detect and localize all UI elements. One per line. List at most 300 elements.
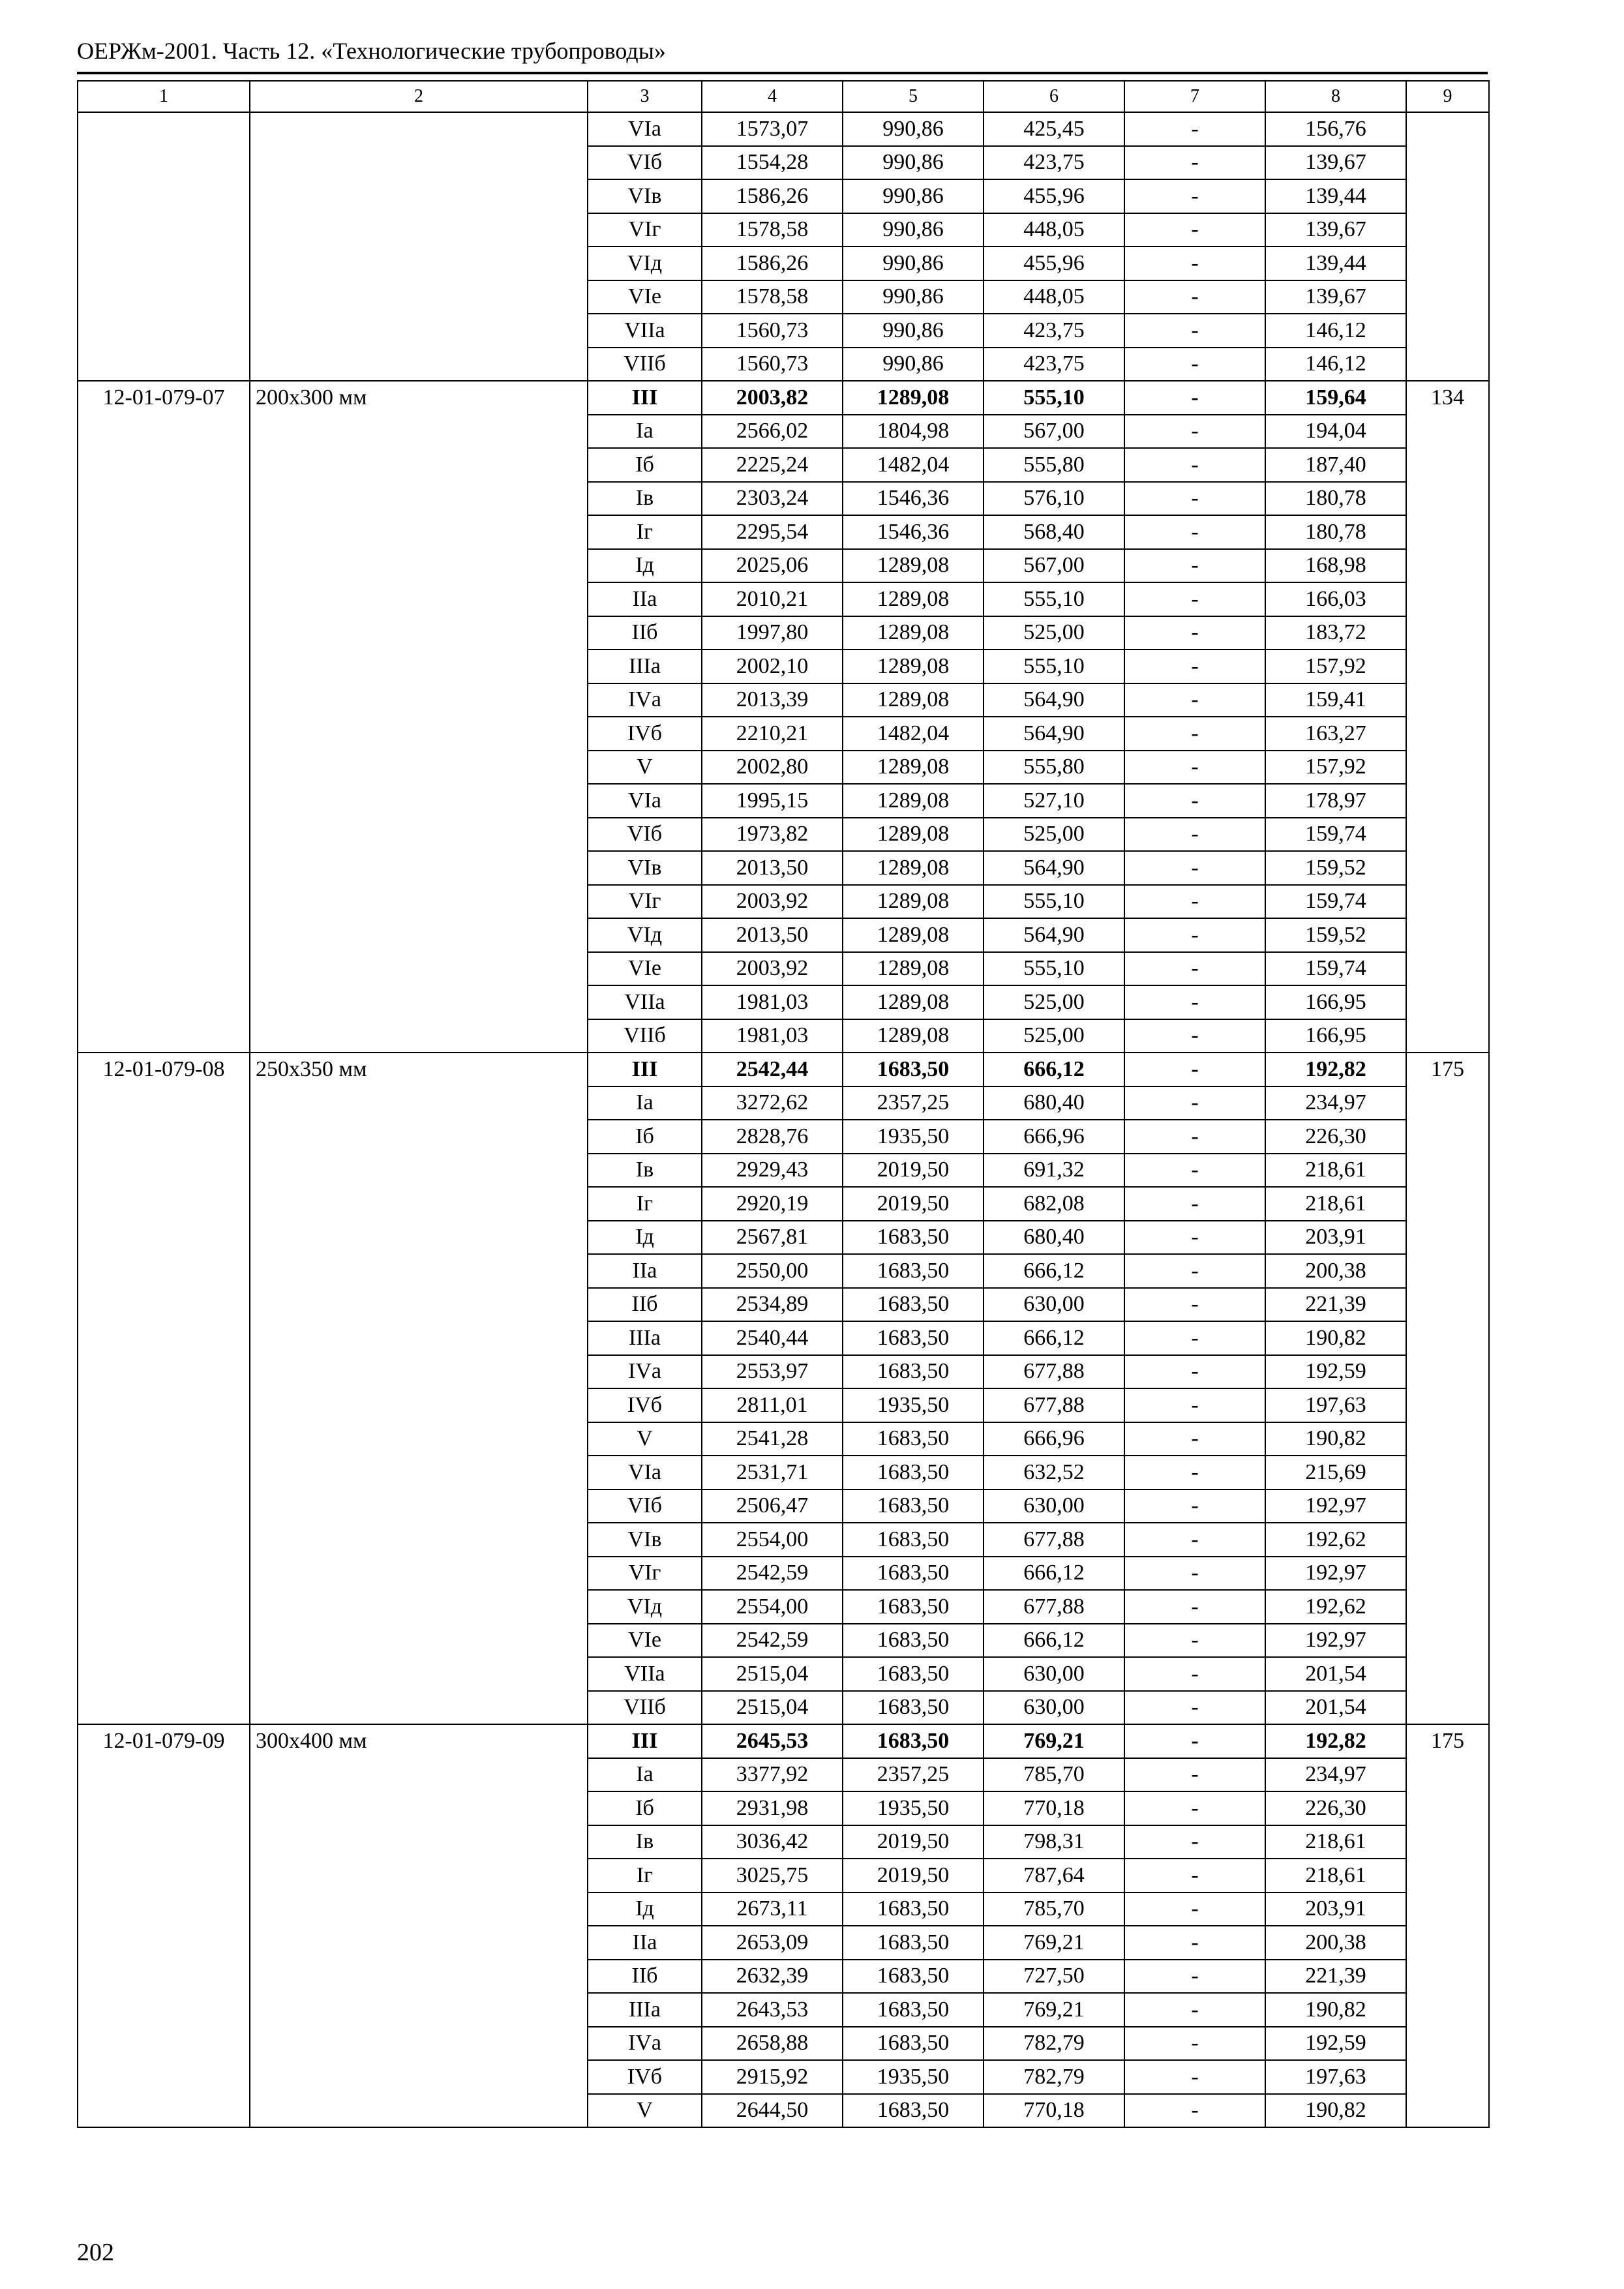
direct-cost: 2554,00 — [702, 1590, 843, 1624]
rate-code: 12-01-079-08 — [78, 1053, 250, 1724]
price-group: Iг — [588, 515, 702, 549]
machine-cost: 682,08 — [984, 1187, 1124, 1221]
labor-cost: 1683,50 — [843, 1053, 984, 1086]
labor-cost: 2019,50 — [843, 1825, 984, 1859]
materials-cost: 226,30 — [1265, 1791, 1406, 1825]
materials-cost: 159,52 — [1265, 918, 1406, 952]
labor-cost: 1482,04 — [843, 448, 984, 482]
materials-cost: 139,67 — [1265, 213, 1406, 247]
price-group: III — [588, 1053, 702, 1086]
materials-cost: 187,40 — [1265, 448, 1406, 482]
machine-cost: 677,88 — [984, 1355, 1124, 1389]
driver-wage: - — [1124, 1489, 1265, 1523]
price-group: IVб — [588, 717, 702, 751]
price-group: V — [588, 2094, 702, 2128]
machine-cost: 798,31 — [984, 1825, 1124, 1859]
machine-cost: 677,88 — [984, 1523, 1124, 1557]
labor-cost: 2019,50 — [843, 1859, 984, 1893]
driver-wage: - — [1124, 1288, 1265, 1322]
column-number: 9 — [1406, 81, 1489, 112]
direct-cost: 2554,00 — [702, 1523, 843, 1557]
machine-cost: 555,10 — [984, 582, 1124, 616]
driver-wage: - — [1124, 381, 1265, 415]
driver-wage: - — [1124, 1019, 1265, 1053]
machine-cost: 770,18 — [984, 2094, 1124, 2128]
driver-wage: - — [1124, 1993, 1265, 2027]
driver-wage: - — [1124, 1758, 1265, 1792]
machine-cost: 666,12 — [984, 1557, 1124, 1591]
machine-cost: 555,80 — [984, 448, 1124, 482]
direct-cost: 1573,07 — [702, 112, 843, 146]
machine-cost: 525,00 — [984, 1019, 1124, 1053]
direct-cost: 1586,26 — [702, 179, 843, 213]
materials-cost: 166,95 — [1265, 1019, 1406, 1053]
machine-cost: 782,79 — [984, 2060, 1124, 2094]
materials-cost: 190,82 — [1265, 1321, 1406, 1355]
machine-cost: 455,96 — [984, 179, 1124, 213]
price-group: VIг — [588, 885, 702, 919]
labor-cost: 1683,50 — [843, 1288, 984, 1322]
table-row — [78, 381, 1489, 415]
materials-cost: 190,82 — [1265, 2094, 1406, 2128]
direct-cost: 2531,71 — [702, 1456, 843, 1489]
machine-cost: 564,90 — [984, 918, 1124, 952]
direct-cost: 2542,59 — [702, 1624, 843, 1658]
driver-wage: - — [1124, 146, 1265, 180]
machine-cost: 525,00 — [984, 616, 1124, 650]
labor-cost: 1683,50 — [843, 1691, 984, 1725]
driver-wage: - — [1124, 280, 1265, 314]
driver-wage: - — [1124, 1053, 1265, 1086]
driver-wage: - — [1124, 1086, 1265, 1120]
column-number: 1 — [78, 81, 250, 112]
labor-cost: 990,86 — [843, 280, 984, 314]
price-group: VIIб — [588, 1691, 702, 1725]
column-number-row — [78, 81, 1489, 112]
labor-hours: 134 — [1406, 381, 1489, 1053]
direct-cost: 2567,81 — [702, 1221, 843, 1255]
direct-cost: 2010,21 — [702, 582, 843, 616]
price-group: IIIа — [588, 650, 702, 683]
machine-cost: 680,40 — [984, 1086, 1124, 1120]
price-group: IVб — [588, 1388, 702, 1422]
materials-cost: 201,54 — [1265, 1657, 1406, 1691]
labor-cost: 1289,08 — [843, 818, 984, 852]
price-group: Iв — [588, 1154, 702, 1188]
price-group: Iв — [588, 1825, 702, 1859]
direct-cost: 2303,24 — [702, 482, 843, 516]
direct-cost: 2811,01 — [702, 1388, 843, 1422]
rate-code — [78, 112, 250, 381]
labor-hours: 175 — [1406, 1053, 1489, 1724]
labor-cost: 1683,50 — [843, 1657, 984, 1691]
machine-cost: 677,88 — [984, 1590, 1124, 1624]
price-group: VIIб — [588, 1019, 702, 1053]
materials-cost: 192,62 — [1265, 1523, 1406, 1557]
price-group: Iв — [588, 482, 702, 516]
labor-cost: 1683,50 — [843, 1960, 984, 1994]
machine-cost: 666,12 — [984, 1254, 1124, 1288]
direct-cost: 1586,26 — [702, 247, 843, 280]
labor-cost: 1289,08 — [843, 784, 984, 818]
price-group: Iа — [588, 1086, 702, 1120]
materials-cost: 146,12 — [1265, 314, 1406, 348]
machine-cost: 630,00 — [984, 1657, 1124, 1691]
direct-cost: 2653,09 — [702, 1926, 843, 1960]
machine-cost: 630,00 — [984, 1691, 1124, 1725]
materials-cost: 226,30 — [1265, 1120, 1406, 1154]
column-number: 6 — [984, 81, 1124, 112]
driver-wage: - — [1124, 1791, 1265, 1825]
labor-cost: 1289,08 — [843, 952, 984, 986]
price-group: Iа — [588, 415, 702, 449]
price-group: IVа — [588, 1355, 702, 1389]
driver-wage: - — [1124, 179, 1265, 213]
labor-cost: 1683,50 — [843, 1893, 984, 1926]
price-group: VIв — [588, 179, 702, 213]
labor-cost: 1683,50 — [843, 1321, 984, 1355]
materials-cost: 218,61 — [1265, 1859, 1406, 1893]
machine-cost: 680,40 — [984, 1221, 1124, 1255]
driver-wage: - — [1124, 1388, 1265, 1422]
price-group: VIв — [588, 1523, 702, 1557]
materials-cost: 159,74 — [1265, 818, 1406, 852]
direct-cost: 2542,44 — [702, 1053, 843, 1086]
machine-cost: 576,10 — [984, 482, 1124, 516]
table-row — [78, 1053, 1489, 1086]
direct-cost: 1578,58 — [702, 213, 843, 247]
machine-cost: 564,90 — [984, 851, 1124, 885]
labor-cost: 2019,50 — [843, 1154, 984, 1188]
labor-cost: 1289,08 — [843, 985, 984, 1019]
price-group: VIе — [588, 280, 702, 314]
driver-wage: - — [1124, 952, 1265, 986]
machine-cost: 527,10 — [984, 784, 1124, 818]
price-group: Iа — [588, 1758, 702, 1792]
driver-wage: - — [1124, 1120, 1265, 1154]
materials-cost: 180,78 — [1265, 515, 1406, 549]
materials-cost: 192,59 — [1265, 1355, 1406, 1389]
labor-cost: 1683,50 — [843, 1422, 984, 1456]
price-group: Iг — [588, 1859, 702, 1893]
materials-cost: 192,62 — [1265, 1590, 1406, 1624]
driver-wage: - — [1124, 1321, 1265, 1355]
machine-cost: 630,00 — [984, 1489, 1124, 1523]
price-group: VIг — [588, 213, 702, 247]
materials-cost: 218,61 — [1265, 1154, 1406, 1188]
labor-cost: 1683,50 — [843, 1624, 984, 1658]
price-group: IIб — [588, 616, 702, 650]
machine-cost: 769,21 — [984, 1993, 1124, 2027]
materials-cost: 159,64 — [1265, 381, 1406, 415]
materials-cost: 203,91 — [1265, 1221, 1406, 1255]
direct-cost: 2295,54 — [702, 515, 843, 549]
driver-wage: - — [1124, 818, 1265, 852]
materials-cost: 218,61 — [1265, 1187, 1406, 1221]
materials-cost: 168,98 — [1265, 549, 1406, 583]
labor-cost: 990,86 — [843, 314, 984, 348]
machine-cost: 448,05 — [984, 213, 1124, 247]
labor-cost: 1289,08 — [843, 918, 984, 952]
machine-cost: 564,90 — [984, 717, 1124, 751]
materials-cost: 201,54 — [1265, 1691, 1406, 1725]
labor-cost: 1935,50 — [843, 1388, 984, 1422]
materials-cost: 192,59 — [1265, 2027, 1406, 2061]
price-group: VIIа — [588, 985, 702, 1019]
price-group: Iд — [588, 1893, 702, 1926]
labor-cost: 1683,50 — [843, 1590, 984, 1624]
price-group: IIа — [588, 1926, 702, 1960]
price-group: VIа — [588, 784, 702, 818]
direct-cost: 1981,03 — [702, 1019, 843, 1053]
machine-cost: 666,96 — [984, 1422, 1124, 1456]
price-group: IVа — [588, 2027, 702, 2061]
price-group: Iб — [588, 1120, 702, 1154]
direct-cost: 2541,28 — [702, 1422, 843, 1456]
machine-cost: 555,10 — [984, 885, 1124, 919]
materials-cost: 215,69 — [1265, 1456, 1406, 1489]
labor-cost: 990,86 — [843, 348, 984, 382]
materials-cost: 192,97 — [1265, 1557, 1406, 1591]
labor-cost: 2019,50 — [843, 1187, 984, 1221]
machine-cost: 423,75 — [984, 348, 1124, 382]
price-group: VIд — [588, 247, 702, 280]
materials-cost: 139,67 — [1265, 280, 1406, 314]
price-group: Iб — [588, 448, 702, 482]
direct-cost: 2542,59 — [702, 1557, 843, 1591]
materials-cost: 139,67 — [1265, 146, 1406, 180]
direct-cost: 1554,28 — [702, 146, 843, 180]
driver-wage: - — [1124, 1590, 1265, 1624]
direct-cost: 3377,92 — [702, 1758, 843, 1792]
price-group: VIа — [588, 1456, 702, 1489]
materials-cost: 234,97 — [1265, 1758, 1406, 1792]
direct-cost: 3025,75 — [702, 1859, 843, 1893]
labor-cost: 1935,50 — [843, 1120, 984, 1154]
machine-cost: 666,12 — [984, 1321, 1124, 1355]
machine-cost: 666,12 — [984, 1053, 1124, 1086]
labor-cost: 2357,25 — [843, 1758, 984, 1792]
column-number: 8 — [1265, 81, 1406, 112]
direct-cost: 2915,92 — [702, 2060, 843, 2094]
direct-cost: 2553,97 — [702, 1355, 843, 1389]
rate-description — [250, 112, 588, 381]
driver-wage: - — [1124, 1859, 1265, 1893]
price-group: IIа — [588, 582, 702, 616]
table-body — [78, 81, 1489, 2127]
materials-cost: 221,39 — [1265, 1288, 1406, 1322]
price-group: III — [588, 1724, 702, 1758]
rate-code: 12-01-079-09 — [78, 1724, 250, 2127]
rate-description: 250х350 мм — [250, 1053, 588, 1724]
driver-wage: - — [1124, 2060, 1265, 2094]
driver-wage: - — [1124, 616, 1265, 650]
table-row — [78, 112, 1489, 146]
materials-cost: 221,39 — [1265, 1960, 1406, 1994]
price-group: Iд — [588, 549, 702, 583]
rate-description: 200х300 мм — [250, 381, 588, 1053]
materials-cost: 200,38 — [1265, 1254, 1406, 1288]
driver-wage: - — [1124, 582, 1265, 616]
driver-wage: - — [1124, 717, 1265, 751]
driver-wage: - — [1124, 482, 1265, 516]
price-group: VIв — [588, 851, 702, 885]
labor-cost: 1289,08 — [843, 582, 984, 616]
direct-cost: 2929,43 — [702, 1154, 843, 1188]
machine-cost: 568,40 — [984, 515, 1124, 549]
price-group: VIIб — [588, 348, 702, 382]
column-number: 2 — [250, 81, 588, 112]
driver-wage: - — [1124, 1825, 1265, 1859]
rate-description: 300х400 мм — [250, 1724, 588, 2127]
direct-cost: 2003,92 — [702, 952, 843, 986]
labor-cost: 1289,08 — [843, 683, 984, 717]
materials-cost: 178,97 — [1265, 784, 1406, 818]
labor-cost: 1683,50 — [843, 1993, 984, 2027]
driver-wage: - — [1124, 1893, 1265, 1926]
materials-cost: 166,03 — [1265, 582, 1406, 616]
driver-wage: - — [1124, 348, 1265, 382]
direct-cost: 2013,39 — [702, 683, 843, 717]
labor-cost: 1683,50 — [843, 1724, 984, 1758]
driver-wage: - — [1124, 1154, 1265, 1188]
price-group: III — [588, 381, 702, 415]
direct-cost: 2002,10 — [702, 650, 843, 683]
price-group: Iг — [588, 1187, 702, 1221]
column-number: 3 — [588, 81, 702, 112]
rates-table — [77, 80, 1490, 2128]
driver-wage: - — [1124, 1221, 1265, 1255]
driver-wage: - — [1124, 213, 1265, 247]
driver-wage: - — [1124, 1960, 1265, 1994]
driver-wage: - — [1124, 2027, 1265, 2061]
direct-cost: 3036,42 — [702, 1825, 843, 1859]
labor-cost: 990,86 — [843, 213, 984, 247]
driver-wage: - — [1124, 1926, 1265, 1960]
materials-cost: 200,38 — [1265, 1926, 1406, 1960]
machine-cost: 677,88 — [984, 1388, 1124, 1422]
price-group: IIб — [588, 1288, 702, 1322]
labor-cost: 1289,08 — [843, 650, 984, 683]
materials-cost: 190,82 — [1265, 1993, 1406, 2027]
driver-wage: - — [1124, 1456, 1265, 1489]
machine-cost: 525,00 — [984, 818, 1124, 852]
driver-wage: - — [1124, 885, 1265, 919]
machine-cost: 555,80 — [984, 751, 1124, 785]
price-group: VIе — [588, 1624, 702, 1658]
direct-cost: 2515,04 — [702, 1691, 843, 1725]
driver-wage: - — [1124, 918, 1265, 952]
direct-cost: 2013,50 — [702, 851, 843, 885]
materials-cost: 192,97 — [1265, 1624, 1406, 1658]
driver-wage: - — [1124, 1724, 1265, 1758]
labor-cost: 990,86 — [843, 112, 984, 146]
driver-wage: - — [1124, 683, 1265, 717]
materials-cost: 157,92 — [1265, 751, 1406, 785]
materials-cost: 183,72 — [1265, 616, 1406, 650]
machine-cost: 785,70 — [984, 1758, 1124, 1792]
machine-cost: 567,00 — [984, 549, 1124, 583]
price-group: VIг — [588, 1557, 702, 1591]
labor-cost: 1935,50 — [843, 2060, 984, 2094]
labor-cost: 990,86 — [843, 247, 984, 280]
labor-cost: 1683,50 — [843, 1221, 984, 1255]
materials-cost: 234,97 — [1265, 1086, 1406, 1120]
labor-cost: 990,86 — [843, 179, 984, 213]
machine-cost: 425,45 — [984, 112, 1124, 146]
machine-cost: 564,90 — [984, 683, 1124, 717]
direct-cost: 1560,73 — [702, 314, 843, 348]
labor-cost: 1683,50 — [843, 2094, 984, 2128]
direct-cost: 2658,88 — [702, 2027, 843, 2061]
price-group: VIд — [588, 918, 702, 952]
direct-cost: 2920,19 — [702, 1187, 843, 1221]
machine-cost: 423,75 — [984, 146, 1124, 180]
direct-cost: 2643,53 — [702, 1993, 843, 2027]
labor-cost: 1683,50 — [843, 1557, 984, 1591]
column-number: 4 — [702, 81, 843, 112]
machine-cost: 782,79 — [984, 2027, 1124, 2061]
driver-wage: - — [1124, 851, 1265, 885]
direct-cost: 2534,89 — [702, 1288, 843, 1322]
direct-cost: 1981,03 — [702, 985, 843, 1019]
labor-cost: 1289,08 — [843, 549, 984, 583]
labor-cost: 1935,50 — [843, 1791, 984, 1825]
direct-cost: 2632,39 — [702, 1960, 843, 1994]
direct-cost: 2550,00 — [702, 1254, 843, 1288]
materials-cost: 146,12 — [1265, 348, 1406, 382]
table-row — [78, 1724, 1489, 1758]
price-group: IIб — [588, 1960, 702, 1994]
machine-cost: 691,32 — [984, 1154, 1124, 1188]
driver-wage: - — [1124, 1691, 1265, 1725]
labor-hours — [1406, 112, 1489, 381]
direct-cost: 1578,58 — [702, 280, 843, 314]
materials-cost: 139,44 — [1265, 179, 1406, 213]
materials-cost: 197,63 — [1265, 2060, 1406, 2094]
price-group: IIIа — [588, 1993, 702, 2027]
driver-wage: - — [1124, 1624, 1265, 1658]
machine-cost: 727,50 — [984, 1960, 1124, 1994]
page-number: 202 — [77, 2239, 114, 2266]
labor-cost: 1683,50 — [843, 1355, 984, 1389]
materials-cost: 159,41 — [1265, 683, 1406, 717]
direct-cost: 1973,82 — [702, 818, 843, 852]
materials-cost: 190,82 — [1265, 1422, 1406, 1456]
page-header: ОЕРЖм-2001. Часть 12. «Технологические трубопроводы» — [77, 38, 666, 64]
direct-cost: 2002,80 — [702, 751, 843, 785]
direct-cost: 2515,04 — [702, 1657, 843, 1691]
driver-wage: - — [1124, 784, 1265, 818]
driver-wage: - — [1124, 751, 1265, 785]
price-group: VIа — [588, 112, 702, 146]
column-number: 7 — [1124, 81, 1265, 112]
materials-cost: 197,63 — [1265, 1388, 1406, 1422]
machine-cost: 630,00 — [984, 1288, 1124, 1322]
machine-cost: 787,64 — [984, 1859, 1124, 1893]
materials-cost: 194,04 — [1265, 415, 1406, 449]
direct-cost: 3272,62 — [702, 1086, 843, 1120]
labor-cost: 1289,08 — [843, 616, 984, 650]
machine-cost: 555,10 — [984, 381, 1124, 415]
machine-cost: 567,00 — [984, 415, 1124, 449]
labor-cost: 1804,98 — [843, 415, 984, 449]
price-group: VIб — [588, 146, 702, 180]
labor-cost: 1546,36 — [843, 515, 984, 549]
driver-wage: - — [1124, 1355, 1265, 1389]
machine-cost: 770,18 — [984, 1791, 1124, 1825]
direct-cost: 1995,15 — [702, 784, 843, 818]
